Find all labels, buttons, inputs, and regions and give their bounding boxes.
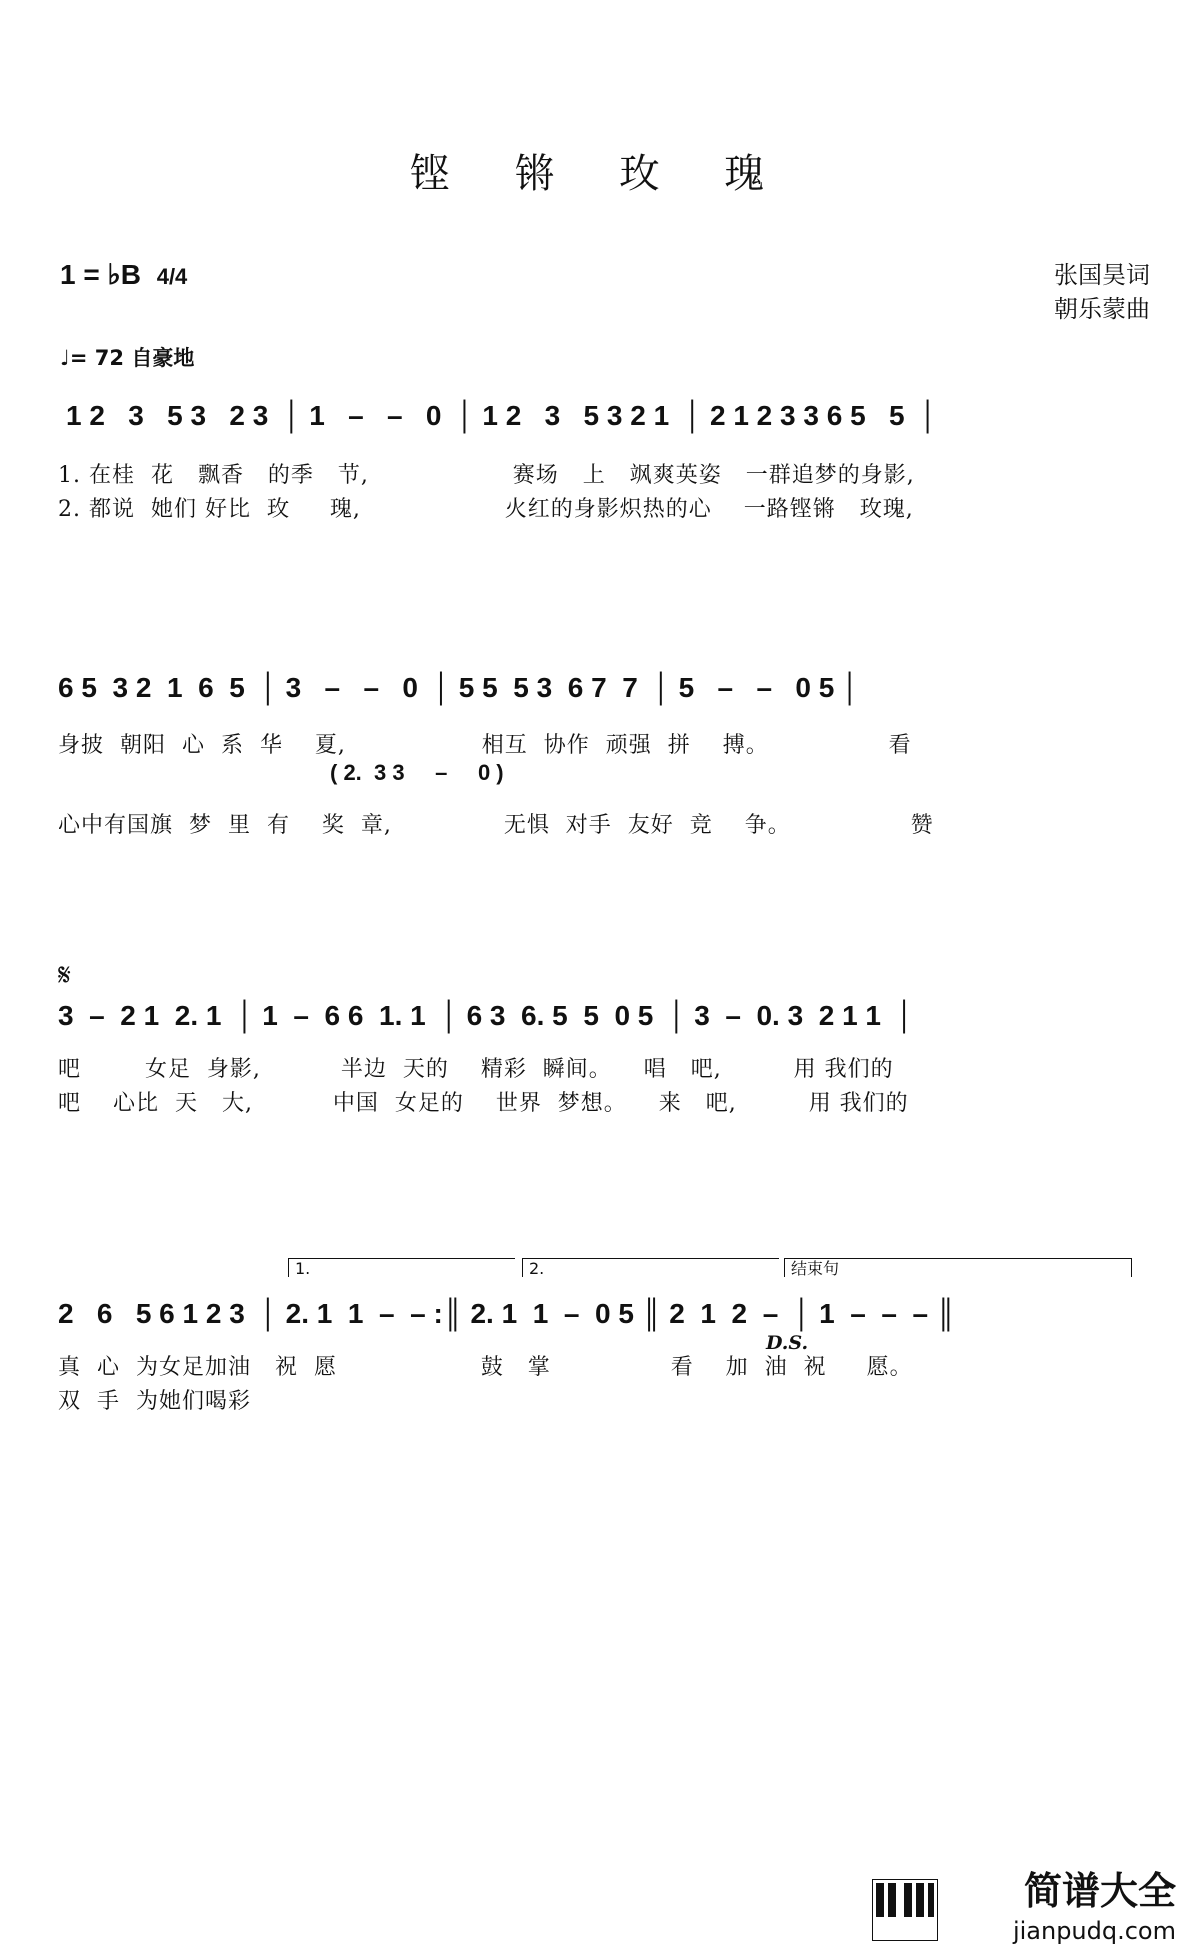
- watermark-url: jianpudq.com: [1012, 1917, 1176, 1945]
- lyrics-verse-2: 2. 都说 她们 好比 玫 瑰, 火红的身影炽热的心 一路铿锵 玫瑰,: [58, 497, 914, 522]
- lyricist: 张国昊词: [1054, 261, 1150, 289]
- lyrics-verse-2: 双 手 为她们喝彩: [58, 1389, 251, 1414]
- lyrics-verse-2: 心中有国旗 梦 里 有 奖 章, 无惧 对手 友好 竞 争。 赞: [58, 813, 934, 838]
- aside-notes: ( 2. 3 3 – 0 ): [330, 760, 504, 785]
- piano-keys-icon: [872, 1879, 938, 1941]
- lyrics-verse-2: 吧 心比 天 大, 中国 女足的 世界 梦想。 来 吧, 用 我们的: [58, 1091, 909, 1116]
- lyrics-verse-1: 吧 女足 身影, 半边 天的 精彩 瞬间。 唱 吧, 用 我们的: [58, 1057, 894, 1082]
- notes-line: 2 6 5 6 1 2 3 │ 2. 1 1 – – :║ 2. 1 1 – 0 5 ║ 2 1 2 – │ 1 – – – ║: [58, 1298, 956, 1329]
- song-title: 铿 锵 玫 瑰: [409, 151, 791, 197]
- tempo-marking: ♩= 72 自豪地: [60, 346, 195, 370]
- key-text: 1 = ♭B: [60, 259, 141, 290]
- notes-line: 1 2 3 5 3 2 3 │ 1 – – 0 │ 1 2 3 5 3 2 1 │ 2 1 2 3 3 6 5 5 │: [66, 400, 938, 431]
- key-signature: [60, 258, 187, 291]
- notes-line: 6 5 3 2 1 6 5 │ 3 – – 0 │ 5 5 5 3 6 7 7 │ 5 – – 0 5 │: [58, 672, 860, 703]
- volta-1: 1.: [288, 1258, 515, 1277]
- segno-icon: 𝄋: [58, 958, 71, 993]
- credits: [1054, 258, 1150, 326]
- lyrics-verse-1: 1. 在桂 花 飘香 的季 节, 赛场 上 飒爽英姿 一群追梦的身影,: [58, 463, 915, 488]
- time-signature: 4/4: [156, 264, 188, 289]
- composer: 朝乐蒙曲: [1054, 295, 1150, 323]
- lyrics-verse-1: 身披 朝阳 心 系 华 夏, 相互 协作 顽强 拼 搏。 看: [58, 733, 912, 758]
- watermark-name: 简谱大全: [1023, 1869, 1176, 1913]
- ds-marking: D.S.: [766, 1332, 809, 1354]
- volta-2: 2.: [522, 1258, 779, 1277]
- lyrics-verse-1: 真 心 为女足加油 祝 愿 鼓 掌 看 加 油 祝 愿。: [58, 1355, 913, 1380]
- ending-bracket: 结束句: [784, 1258, 1132, 1277]
- notes-line: 3 – 2 1 2. 1 │ 1 – 6 6 1. 1 │ 6 3 6. 5 5 0 5 │ 3 – 0. 3 2 1 1 │: [58, 1000, 915, 1031]
